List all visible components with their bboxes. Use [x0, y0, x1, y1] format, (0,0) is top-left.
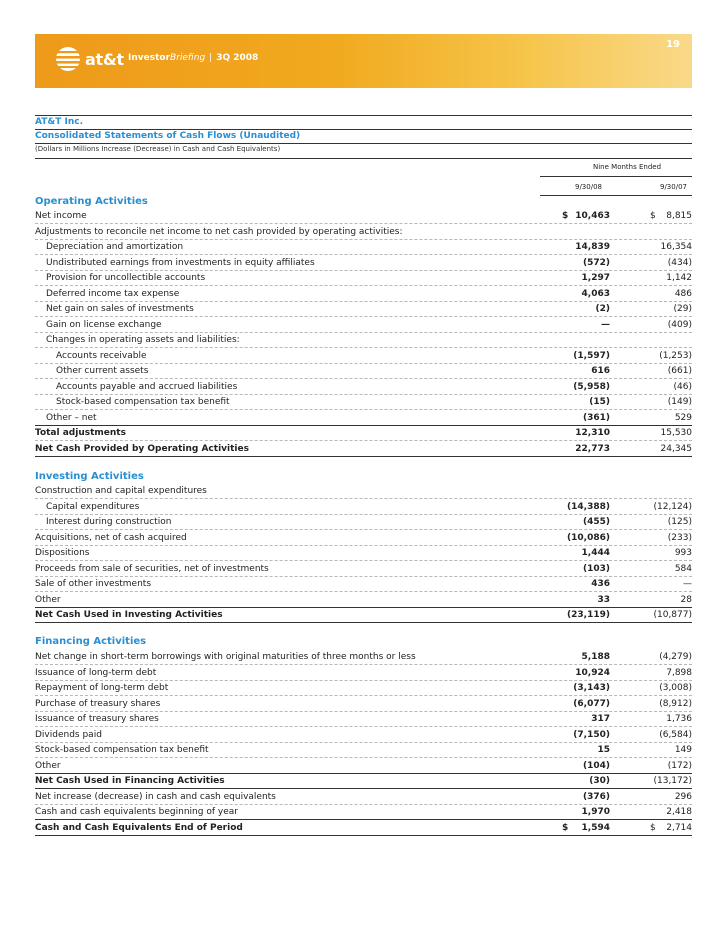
header-rule: [35, 158, 692, 159]
table-row: [35, 500, 692, 515]
row-label: Changes in operating assets and liabilities:: [46, 335, 240, 345]
value-2008: 317: [591, 714, 610, 724]
value-2008: 436: [591, 579, 610, 589]
value-2008: 12,310: [575, 428, 610, 438]
period-rule: [540, 176, 692, 177]
header-banner: [35, 34, 692, 88]
row-label: Depreciation and amortization: [46, 242, 184, 252]
company-name: AT&T Inc.: [35, 115, 692, 127]
column-header-2007: 9/30/07: [660, 183, 687, 191]
currency-symbol: $: [650, 211, 656, 221]
value-2007: (409): [667, 319, 692, 330]
value-2008: (23,119): [567, 610, 610, 620]
value-2007: 486: [674, 288, 692, 299]
table-row: [35, 531, 692, 546]
section-investing: Investing Activities: [35, 471, 144, 482]
table-row: [35, 650, 692, 665]
value-2008: (1,597): [573, 350, 610, 361]
table-row: [35, 790, 692, 805]
row-label: Cash and Cash Equivalents End of Period: [35, 822, 243, 833]
row-label: Net change in short-term borrowings with original maturities of three months or less: [35, 652, 416, 662]
table-row: [35, 728, 692, 743]
table-row: [35, 380, 692, 395]
value-2007: (233): [667, 532, 692, 543]
value-2007: 8,815: [666, 211, 692, 221]
value-2008: 10,924: [575, 667, 610, 678]
value-2007: 584: [674, 563, 692, 574]
section-financing: Financing Activities: [35, 636, 147, 647]
value-2007: 296: [674, 791, 692, 802]
row-label: Gain on license exchange: [46, 319, 162, 330]
value-2008: 1,594: [581, 822, 610, 833]
value-2008: 1,297: [581, 273, 610, 283]
row-label: Issuance of long-term debt: [35, 667, 157, 678]
row-label: Accounts payable and accrued liabilities: [56, 381, 238, 392]
table-row: [35, 562, 692, 577]
table-row: [35, 302, 692, 317]
value-2008: (7,150): [573, 729, 610, 740]
value-2008: (5,958): [573, 381, 610, 392]
row-label: Stock-based compensation tax benefit: [56, 397, 230, 407]
row-label: Acquisitions, net of cash acquired: [35, 532, 187, 543]
value-2007: (661): [667, 366, 692, 376]
row-label: Other current assets: [56, 366, 149, 376]
table-row: [35, 271, 692, 286]
value-2008: 616: [591, 366, 610, 376]
table-row: [35, 805, 692, 820]
value-2008: (3,143): [573, 683, 610, 693]
value-2008: 1,444: [581, 548, 610, 558]
table-row: [35, 681, 692, 696]
value-2007: (125): [667, 517, 692, 527]
table-row: [35, 593, 692, 608]
value-2007: —: [683, 579, 692, 589]
row-label: Sale of other investments: [35, 579, 152, 589]
currency-symbol: $: [562, 211, 569, 221]
table-row: [35, 395, 692, 410]
row-label: Other: [35, 594, 61, 605]
table-row: [35, 577, 692, 592]
table-row: [35, 484, 692, 499]
separator: |: [209, 53, 213, 63]
row-label: Adjustments to reconcile net income to net cash provided by operating activities:: [35, 226, 403, 237]
table-row: [35, 697, 692, 712]
table-row: [35, 759, 692, 774]
value-2007: (10,877): [653, 610, 692, 620]
row-label: Accounts receivable: [56, 350, 147, 361]
table-row: [35, 411, 692, 426]
statement-title: Consolidated Statements of Cash Flows (Unaudited): [35, 129, 692, 144]
value-2007: (12,124): [653, 501, 692, 512]
currency-symbol: $: [650, 822, 656, 833]
value-2007: (4,279): [659, 652, 692, 662]
table-row: [35, 666, 692, 681]
value-2008: 22,773: [575, 443, 610, 454]
value-2007: 1,736: [666, 714, 692, 724]
value-2007: (46): [673, 381, 692, 392]
column-rule: [540, 195, 692, 196]
table-row: [35, 546, 692, 561]
value-2008: 4,063: [581, 288, 610, 299]
row-label: Interest during construction: [46, 517, 172, 527]
row-label: Dispositions: [35, 548, 90, 558]
value-2007: 993: [674, 548, 692, 558]
value-2008: (14,388): [567, 501, 610, 512]
row-label: Issuance of treasury shares: [35, 714, 159, 724]
value-2008: 33: [597, 594, 610, 605]
row-label: Capital expenditures: [46, 501, 140, 512]
value-2007: (172): [667, 760, 692, 771]
table-row: [35, 318, 692, 333]
currency-symbol: $: [562, 822, 569, 833]
value-2007: 7,898: [666, 667, 692, 678]
value-2007: 2,418: [666, 807, 692, 817]
table-row: [35, 364, 692, 379]
table-row: [35, 240, 692, 255]
row-label: Stock-based compensation tax benefit: [35, 745, 209, 755]
row-label: Net gain on sales of investments: [46, 304, 194, 314]
row-label: Total adjustments: [35, 428, 126, 438]
table-row: [35, 712, 692, 727]
row-label: Deferred income tax expense: [46, 288, 180, 299]
row-label: Net Cash Used in Investing Activities: [35, 610, 223, 620]
row-label: Net Cash Used in Financing Activities: [35, 776, 225, 786]
value-2007: (8,912): [659, 698, 692, 709]
value-2007: (29): [673, 304, 692, 314]
row-label: Purchase of treasury shares: [35, 698, 161, 709]
table-row: [35, 515, 692, 530]
value-2007: (13,172): [653, 776, 692, 786]
table-row: [35, 821, 692, 836]
row-label: Other: [35, 760, 61, 771]
value-2008: 10,463: [575, 211, 610, 221]
briefing-text: Briefing: [170, 53, 206, 63]
table-row: [35, 209, 692, 224]
row-label: Dividends paid: [35, 729, 102, 740]
quarter-text: 3Q 2008: [216, 53, 259, 63]
row-label: Net Cash Provided by Operating Activities: [35, 443, 249, 454]
value-2008: 1,970: [581, 807, 610, 817]
table-row: [35, 349, 692, 364]
value-2008: 5,188: [581, 652, 610, 662]
value-2007: 24,345: [660, 443, 692, 454]
value-2007: 28: [680, 594, 692, 605]
row-label: Cash and cash equivalents beginning of year: [35, 807, 238, 817]
period-header: Nine Months Ended: [593, 163, 662, 171]
value-2007: 1,142: [666, 273, 692, 283]
value-2007: 2,714: [666, 822, 692, 833]
table-row: [35, 442, 692, 457]
value-2007: (434): [667, 257, 692, 268]
page-number: 19: [666, 39, 680, 50]
value-2008: (572): [582, 257, 610, 268]
att-logo: [55, 46, 124, 72]
value-2007: 149: [674, 745, 692, 755]
row-label: Repayment of long-term debt: [35, 683, 169, 693]
value-2008: (30): [589, 776, 610, 786]
value-2008: (361): [582, 412, 610, 423]
value-2007: (3,008): [659, 683, 692, 693]
value-2008: (104): [582, 760, 610, 771]
value-2008: (15): [589, 397, 610, 407]
value-2007: 15,530: [660, 428, 692, 438]
units-note: (Dollars in Millions Increase (Decrease) in Cash and Cash Equivalents): [35, 145, 281, 153]
value-2007: (149): [667, 397, 692, 407]
row-label: Undistributed earnings from investments in equity affiliates: [46, 257, 315, 268]
value-2008: (10,086): [567, 532, 610, 543]
table-row: [35, 743, 692, 758]
value-2007: 16,354: [660, 242, 692, 252]
value-2008: —: [601, 319, 610, 330]
table-row: [35, 774, 692, 789]
globe-icon: [55, 46, 81, 72]
table-row: [35, 426, 692, 441]
value-2007: (1,253): [659, 350, 692, 361]
value-2008: (103): [582, 563, 610, 574]
value-2007: (6,584): [659, 729, 692, 740]
table-row: [35, 225, 692, 240]
row-label: Other – net: [46, 412, 97, 423]
value-2008: 15: [597, 745, 610, 755]
row-label: Net income: [35, 211, 87, 221]
row-label: Construction and capital expenditures: [35, 486, 207, 496]
value-2007: 529: [674, 412, 692, 423]
table-row: [35, 287, 692, 302]
row-label: Proceeds from sale of securities, net of investments: [35, 563, 269, 574]
column-header-2008: 9/30/08: [575, 183, 602, 191]
section-operating: Operating Activities: [35, 196, 148, 207]
table-row: [35, 608, 692, 623]
value-2008: 14,839: [575, 242, 610, 252]
value-2008: (6,077): [573, 698, 610, 709]
value-2008: (2): [595, 304, 610, 314]
row-label: Net increase (decrease) in cash and cash equivalents: [35, 791, 276, 802]
logo-text: at&t: [85, 49, 124, 69]
value-2008: (376): [582, 791, 610, 802]
table-row: [35, 256, 692, 271]
units-text: Dollars in Millions Increase (Decrease) in Cash and Cash Equivalents: [37, 145, 278, 153]
value-2008: (455): [582, 517, 610, 527]
row-label: Provision for uncollectible accounts: [46, 273, 206, 283]
table-row: [35, 333, 692, 348]
investor-text: Investor: [128, 53, 171, 63]
investor-briefing-label: [128, 53, 258, 63]
